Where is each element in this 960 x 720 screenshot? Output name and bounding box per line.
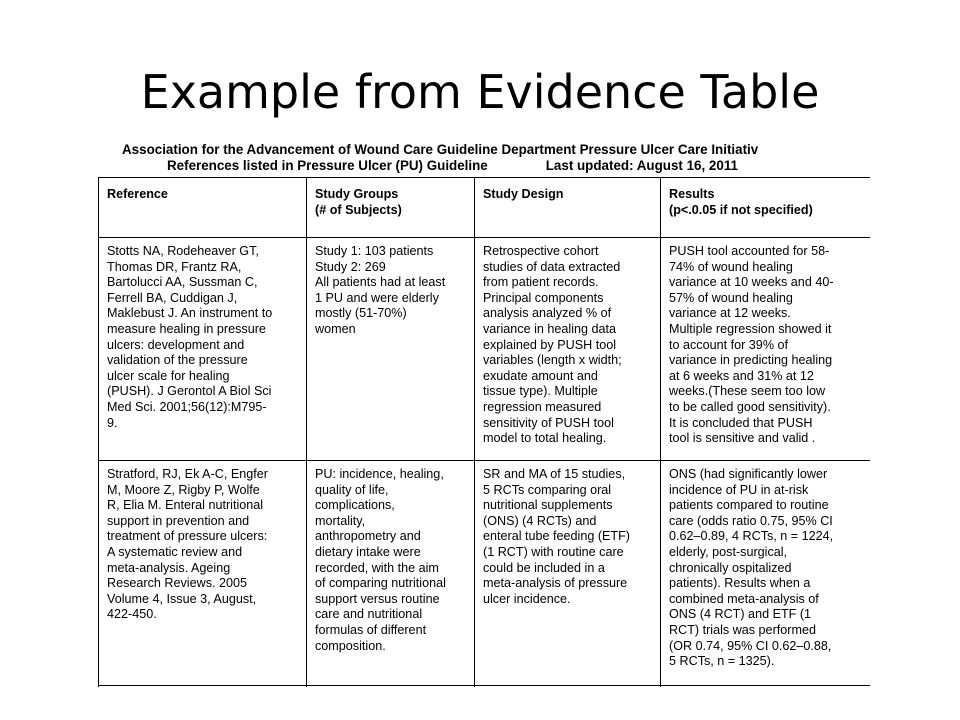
guideline-reference-label: References listed in Pressure Ulcer (PU) Guideline xyxy=(167,158,488,173)
results-cell: ONS (had significantly lower incidence of PU in at-risk patients compared to routine care (odds ratio 0.75, 95% CI 0.62–0.89, 4 RCTs, n = 1224, elderly, post-surgical, chronically ospitalized patients). Results when a combined meta-analysis of ONS (4 RCT) and ETF (1 RCT) trials was performed (OR 0.74, 95% CI 0.62–0.88, 5 RCTs, n = 1325). xyxy=(661,461,871,686)
evidence-table xyxy=(98,177,870,687)
document-header xyxy=(122,142,882,174)
table-row xyxy=(99,238,871,461)
empty-cell xyxy=(661,686,871,688)
column-header-study-design: Study Design xyxy=(475,178,661,238)
last-updated-label: Last updated: August 16, 2011 xyxy=(545,158,738,173)
evidence-table-frame xyxy=(98,177,870,687)
study-design-cell: Retrospective cohort studies of data extracted from patient records. Principal components analysis analyzed % of variance in healing data explained by PUSH tool variables (length x width; exudate amount and tissue type). Multiple regression measured sensitivity of PUSH tool model to total healing. xyxy=(475,238,661,461)
table-row xyxy=(99,461,871,686)
column-header-study-groups: Study Groups (# of Subjects) xyxy=(307,178,475,238)
column-header-results: Results (p<.0.05 if not specified) xyxy=(661,178,871,238)
empty-cell xyxy=(307,686,475,688)
study-groups-cell: PU: incidence, healing, quality of life, complications, mortality, anthropometry and dietary intake were recorded, with the aim of comparing nutritional support versus routine care and nutritional formulas of different composition. xyxy=(307,461,475,686)
results-cell: PUSH tool accounted for 58- 74% of wound healing variance at 10 weeks and 40- 57% of wound healing variance at 12 weeks. Multiple regression showed it to account for 39% of variance in predicting healing at 6 weeks and 31% at 12 weeks.(These seem too low to be called good sensitivity). It is concluded that PUSH tool is sensitive and valid . xyxy=(661,238,871,461)
column-header-reference: Reference xyxy=(99,178,307,238)
reference-cell: Stotts NA, Rodeheaver GT, Thomas DR, Frantz RA, Bartolucci AA, Sussman C, Ferrell BA, Cuddigan J, Maklebust J. An instrument to measure healing in pressure ulcers: development and validation of the pressure ulcer scale for healing (PUSH). J Gerontol A Biol Sci Med Sci. 2001;56(12):M795- 9. xyxy=(99,238,307,461)
study-design-cell: SR and MA of 15 studies, 5 RCTs comparing oral nutritional supplements (ONS) (4 RCTs) and enteral tube feeding (ETF) (1 RCT) with routine care could be included in a meta-analysis of pressure ulcer incidence. xyxy=(475,461,661,686)
empty-cell xyxy=(475,686,661,688)
document-header-line1: Association for the Advancement of Wound Care Guideline Department Pressure Ulcer Care Initiativ xyxy=(122,142,759,157)
document-header-line2 xyxy=(122,158,882,174)
empty-cell xyxy=(99,686,307,688)
study-groups-cell: Study 1: 103 patients Study 2: 269 All patients had at least 1 PU and were elderly mostly (51-70%) women xyxy=(307,238,475,461)
slide-title: Example from Evidence Table xyxy=(140,65,820,119)
table-header-row xyxy=(99,178,871,238)
reference-cell: Stratford, RJ, Ek A-C, Engfer M, Moore Z, Rigby P, Wolfe R, Elia M. Enteral nutritional support in prevention and treatment of pressure ulcers: A systematic review and meta-analysis. Ageing Research Reviews. 2005 Volume 4, Issue 3, August, 422-450. xyxy=(99,461,307,686)
table-row-empty xyxy=(99,686,871,688)
